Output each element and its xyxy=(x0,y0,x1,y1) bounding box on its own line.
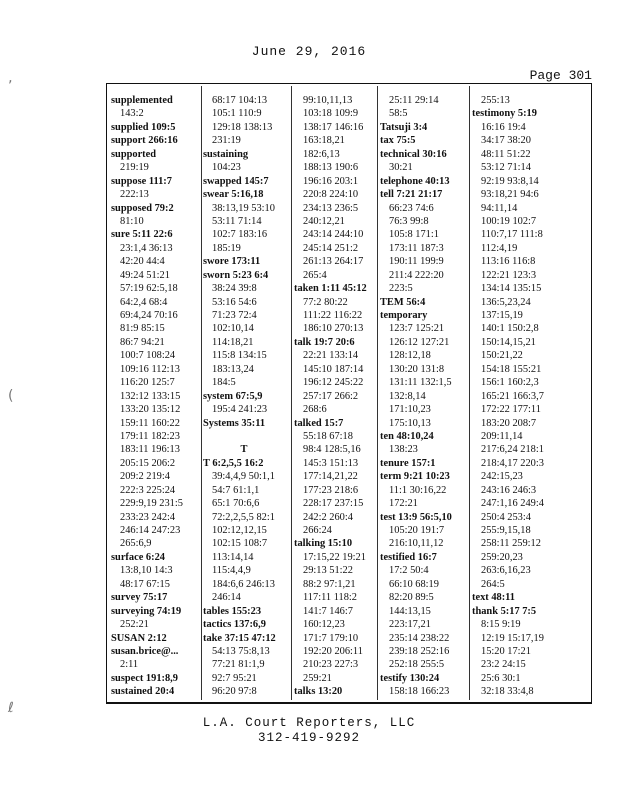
index-entry: ten 48:10,24 xyxy=(380,430,434,442)
index-reference: 265:6,9 xyxy=(120,538,152,550)
index-entry: text 48:11 xyxy=(472,592,515,604)
page-number: Page 301 xyxy=(529,68,592,83)
index-reference: 259:20,23 xyxy=(481,551,523,563)
index-entry: tables 155:23 xyxy=(203,605,262,617)
index-entry: supplemented xyxy=(111,95,173,106)
index-reference: 76:3 99:8 xyxy=(389,215,429,227)
word-index-frame xyxy=(106,83,592,704)
index-reference: 179:11 182:23 xyxy=(120,430,180,442)
index-reference: 264:5 xyxy=(481,578,505,590)
index-reference: 38:24 39:8 xyxy=(212,283,257,295)
index-entry: sustained 20:4 xyxy=(111,686,175,698)
index-reference: 239:18 252:16 xyxy=(389,645,450,657)
index-reference: 132:12 133:15 xyxy=(120,390,181,402)
index-reference: 69:4,24 70:16 xyxy=(120,310,178,321)
index-column-2 xyxy=(203,94,295,699)
index-reference: 58:5 xyxy=(389,108,408,120)
index-entry: system 67:5,9 xyxy=(203,390,263,402)
index-reference: 182:6,13 xyxy=(303,148,340,160)
index-entry: telephone 40:13 xyxy=(380,175,450,187)
index-reference: 117:11 118:2 xyxy=(303,592,357,604)
index-reference: 32:18 33:4,8 xyxy=(481,686,534,698)
index-reference: 140:1 150:2,8 xyxy=(481,323,539,335)
index-reference: 257:17 266:2 xyxy=(303,390,359,402)
index-reference: 263:6,16,23 xyxy=(481,565,531,577)
index-reference: 53:11 71:14 xyxy=(212,215,262,227)
index-reference: 16:16 19:4 xyxy=(481,121,526,133)
index-reference: 77:21 81:1,9 xyxy=(212,659,265,671)
index-reference: 115:4,4,9 xyxy=(212,565,251,577)
index-reference: 57:19 62:5,18 xyxy=(120,283,178,295)
index-entry: support 266:16 xyxy=(111,135,178,147)
index-reference: 92:7 95:21 xyxy=(212,672,257,684)
index-reference: 48:11 51:22 xyxy=(481,148,531,160)
index-reference: 165:21 166:3,7 xyxy=(481,390,544,402)
index-reference: 11:1 30:16,22 xyxy=(389,484,447,496)
index-reference: 23:1,4 36:13 xyxy=(120,242,173,254)
index-entry: sure 5:11 22:6 xyxy=(111,229,173,241)
index-entry: suspect 191:8,9 xyxy=(111,672,178,684)
index-reference: 34:17 38:20 xyxy=(481,135,531,147)
index-entry: suppose 111:7 xyxy=(111,175,172,187)
index-reference: 42:20 44:4 xyxy=(120,256,165,268)
index-reference: 86:7 94:21 xyxy=(120,336,165,348)
index-reference: 66:23 74:6 xyxy=(389,202,434,214)
index-reference: 185:19 xyxy=(212,242,241,254)
index-reference: 186:10 270:13 xyxy=(303,323,364,335)
index-reference: 30:21 xyxy=(389,162,413,174)
index-entry: take 37:15 47:12 xyxy=(203,632,276,644)
index-reference: 177:23 218:6 xyxy=(303,484,359,496)
index-reference: 143:2 xyxy=(120,108,144,120)
margin-mark: ℓ xyxy=(8,700,14,716)
index-reference: 242:15,23 xyxy=(481,471,523,483)
index-reference: 150:21,22 xyxy=(481,350,523,362)
index-entry: Systems 35:11 xyxy=(203,417,266,429)
index-reference: 130:20 131:8 xyxy=(389,363,445,375)
index-reference: 114:18,21 xyxy=(212,336,254,348)
index-reference: 172:22 177:11 xyxy=(481,404,541,416)
index-entry: tell 7:21 21:17 xyxy=(380,189,443,201)
index-reference: 218:4,17 220:3 xyxy=(481,457,544,469)
index-reference: 12:19 15:17,19 xyxy=(481,632,544,644)
index-reference: 55:18 67:18 xyxy=(303,430,353,442)
index-reference: 15:20 17:21 xyxy=(481,645,531,657)
index-reference: 229:9,19 231:5 xyxy=(120,498,183,510)
index-entry: talked 15:7 xyxy=(294,417,344,429)
index-reference: 137:15,19 xyxy=(481,310,523,321)
index-entry: sworn 5:23 6:4 xyxy=(203,269,269,281)
index-entry: temporary xyxy=(380,310,428,321)
index-reference: 228:17 237:15 xyxy=(303,498,364,510)
margin-mark: ( xyxy=(8,388,14,404)
index-reference: 258:11 259:12 xyxy=(481,538,541,550)
index-reference: 25:6 30:1 xyxy=(481,672,521,684)
index-reference: 102:7 183:16 xyxy=(212,229,268,241)
index-reference: 94:11,14 xyxy=(481,202,518,214)
footer-phone: 312-419-9292 xyxy=(257,731,360,745)
index-reference: 54:13 75:8,13 xyxy=(212,645,270,657)
index-reference: 111:22 116:22 xyxy=(303,310,363,321)
index-reference: 102:15 108:7 xyxy=(212,538,268,550)
index-entry: technical 30:16 xyxy=(380,148,447,160)
index-reference: 177:14,21,22 xyxy=(303,471,358,483)
index-reference: 246:14 xyxy=(212,592,241,604)
index-reference: 13:8,10 14:3 xyxy=(120,565,173,577)
index-reference: 192:20 206:11 xyxy=(303,645,363,657)
index-entry: T 6:2,5,5 16:2 xyxy=(203,457,264,469)
index-reference: 53:12 71:14 xyxy=(481,162,531,174)
index-entry: tactics 137:6,9 xyxy=(203,619,266,631)
index-reference: 243:16 246:3 xyxy=(481,484,537,496)
index-reference: 209:2 219:4 xyxy=(120,471,170,483)
index-entry: tax 75:5 xyxy=(380,135,416,147)
index-reference: 247:1,16 249:4 xyxy=(481,498,544,510)
section-letter: T xyxy=(240,444,248,456)
index-entry: supported xyxy=(111,148,157,160)
index-reference: 246:14 247:23 xyxy=(120,525,181,536)
index-reference: 29:13 51:22 xyxy=(303,565,353,577)
index-entry: swore 173:11 xyxy=(203,256,261,268)
index-entry: Tatsuji 3:4 xyxy=(380,121,428,133)
index-reference: 138:23 xyxy=(389,444,418,456)
index-column-5 xyxy=(472,94,564,699)
index-reference: 171:10,23 xyxy=(389,404,431,416)
index-reference: 82:20 89:5 xyxy=(389,592,434,604)
index-entry: survey 75:17 xyxy=(111,592,168,604)
index-reference: 184:6,6 246:13 xyxy=(212,578,275,590)
index-reference: 109:16 112:13 xyxy=(120,363,180,375)
index-reference: 150:14,15,21 xyxy=(481,336,536,348)
index-reference: 2:11 xyxy=(120,659,139,671)
index-reference: 175:10,13 xyxy=(389,417,431,429)
footer-company: L.A. Court Reporters, LLC xyxy=(202,716,416,730)
index-reference: 158:18 166:23 xyxy=(389,686,450,698)
index-reference: 235:14 238:22 xyxy=(389,632,450,644)
index-reference: 122:21 123:3 xyxy=(481,269,537,281)
index-reference: 134:14 135:15 xyxy=(481,283,542,295)
index-reference: 72:2,2,5,5 82:1 xyxy=(212,511,275,523)
index-reference: 154:18 155:21 xyxy=(481,363,542,375)
index-reference: 64:2,4 68:4 xyxy=(120,296,168,308)
index-entry: supposed 79:2 xyxy=(111,202,174,214)
index-entry: surveying 74:19 xyxy=(111,605,182,617)
index-reference: 205:15 206:2 xyxy=(120,457,176,469)
index-reference: 81:10 xyxy=(120,215,144,227)
margin-mark: ‚ xyxy=(8,70,13,86)
index-reference: 217:6,24 218:1 xyxy=(481,444,544,456)
index-reference: 255:13 xyxy=(481,95,510,106)
index-entry: surface 6:24 xyxy=(111,551,165,563)
index-reference: 99:10,11,13 xyxy=(303,95,353,106)
index-reference: 220:8 224:10 xyxy=(303,189,359,201)
index-reference: 233:23 242:4 xyxy=(120,511,176,523)
index-reference: 266:24 xyxy=(303,525,332,536)
index-entry: swapped 145:7 xyxy=(203,175,269,187)
index-entry: sustaining xyxy=(203,148,249,160)
index-reference: 219:19 xyxy=(120,162,149,174)
index-reference: 92:19 93:8,14 xyxy=(481,175,539,187)
index-reference: 100:7 108:24 xyxy=(120,350,176,362)
index-entry: test 13:9 56:5,10 xyxy=(380,511,452,523)
index-reference: 105:1 110:9 xyxy=(212,108,262,120)
index-entry: testimony 5:19 xyxy=(472,108,537,120)
index-reference: 145:10 187:14 xyxy=(303,363,364,375)
index-entry: tenure 157:1 xyxy=(380,457,436,469)
index-entry: swear 5:16,18 xyxy=(203,189,264,201)
index-reference: 252:18 255:5 xyxy=(389,659,445,671)
index-reference: 242:2 260:4 xyxy=(303,511,353,523)
index-reference: 88:2 97:1,21 xyxy=(303,578,356,590)
index-reference: 113:14,14 xyxy=(212,551,254,563)
index-reference: 234:13 236:5 xyxy=(303,202,359,214)
index-reference: 116:20 125:7 xyxy=(120,377,175,389)
index-reference: 211:4 222:20 xyxy=(389,269,444,281)
index-reference: 184:5 xyxy=(212,377,236,389)
index-reference: 160:12,23 xyxy=(303,619,345,631)
index-reference: 113:16 116:8 xyxy=(481,256,536,268)
index-reference: 8:15 9:19 xyxy=(481,619,521,631)
index-entry: thank 5:17 7:5 xyxy=(472,605,537,617)
index-reference: 53:16 54:6 xyxy=(212,296,257,308)
index-entry: TEM 56:4 xyxy=(380,296,426,308)
index-entry: talk 19:7 20:6 xyxy=(294,336,355,348)
index-reference: 222:3 225:24 xyxy=(120,484,176,496)
index-reference: 196:16 203:1 xyxy=(303,175,359,187)
index-entry: taken 1:11 45:12 xyxy=(294,283,367,295)
index-reference: 172:21 xyxy=(389,498,418,510)
index-reference: 23:2 24:15 xyxy=(481,659,526,671)
index-entry: testify 130:24 xyxy=(380,672,440,684)
index-reference: 39:4,4,9 50:1,1 xyxy=(212,471,275,483)
index-entry: term 9:21 10:23 xyxy=(380,471,450,483)
index-column-1 xyxy=(111,94,203,699)
header-date: June 29, 2016 xyxy=(251,44,367,59)
index-reference: 38:13,19 53:10 xyxy=(212,202,275,214)
index-reference: 65:1 70:6,6 xyxy=(212,498,260,510)
index-reference: 103:18 109:9 xyxy=(303,108,359,120)
index-reference: 223:17,21 xyxy=(389,619,431,631)
index-reference: 104:23 xyxy=(212,162,241,174)
index-reference: 102:12,12,15 xyxy=(212,525,267,536)
index-reference: 133:20 135:12 xyxy=(120,404,181,416)
index-entry: supplied 109:5 xyxy=(111,121,176,133)
index-reference: 245:14 251:2 xyxy=(303,242,359,254)
index-reference: 132:8,14 xyxy=(389,390,426,402)
index-reference: 138:17 146:16 xyxy=(303,121,364,133)
index-reference: 49:24 51:21 xyxy=(120,269,170,281)
index-reference: 100:19 102:7 xyxy=(481,215,537,227)
index-reference: 240:12,21 xyxy=(303,215,345,227)
index-entry: testified 16:7 xyxy=(380,551,437,563)
index-reference: 112:4,19 xyxy=(481,242,518,254)
index-reference: 128:12,18 xyxy=(389,350,431,362)
index-reference: 115:8 134:15 xyxy=(212,350,267,362)
index-reference: 259:21 xyxy=(303,672,332,684)
index-reference: 163:18,21 xyxy=(303,135,345,147)
index-reference: 188:13 190:6 xyxy=(303,162,359,174)
index-reference: 126:12 127:21 xyxy=(389,336,450,348)
index-reference: 105:20 191:7 xyxy=(389,525,445,536)
index-entry: talks 13:20 xyxy=(294,686,343,698)
index-reference: 54:7 61:1,1 xyxy=(212,484,260,496)
index-reference: 77:2 80:22 xyxy=(303,296,348,308)
index-reference: 123:7 125:21 xyxy=(389,323,445,335)
index-reference: 22:21 133:14 xyxy=(303,350,359,362)
index-entry: susan.brice@... xyxy=(111,645,179,657)
index-reference: 171:7 179:10 xyxy=(303,632,359,644)
index-reference: 71:23 72:4 xyxy=(212,310,257,321)
index-reference: 195:4 241:23 xyxy=(212,404,268,416)
index-reference: 25:11 29:14 xyxy=(389,95,439,106)
index-reference: 265:4 xyxy=(303,269,327,281)
index-reference: 141:7 146:7 xyxy=(303,605,353,617)
index-reference: 209:11,14 xyxy=(481,430,523,442)
index-reference: 210:23 227:3 xyxy=(303,659,359,671)
index-reference: 156:1 160:2,3 xyxy=(481,377,539,389)
index-reference: 231:19 xyxy=(212,135,241,147)
index-reference: 136:5,23,24 xyxy=(481,296,531,308)
index-reference: 243:14 244:10 xyxy=(303,229,364,241)
index-reference: 173:11 187:3 xyxy=(389,242,444,254)
index-entry: talking 15:10 xyxy=(294,538,353,550)
index-reference: 222:13 xyxy=(120,189,149,201)
index-reference: 66:10 68:19 xyxy=(389,578,439,590)
index-reference: 96:20 97:8 xyxy=(212,686,257,698)
index-reference: 81:9 85:15 xyxy=(120,323,165,335)
index-reference: 223:5 xyxy=(389,283,413,295)
index-reference: 255:9,15,18 xyxy=(481,525,531,536)
index-entry: SUSAN 2:12 xyxy=(111,632,167,644)
index-reference: 183:11 196:13 xyxy=(120,444,180,456)
index-reference: 268:6 xyxy=(303,404,327,416)
index-reference: 261:13 264:17 xyxy=(303,256,364,268)
index-reference: 252:21 xyxy=(120,619,149,631)
index-reference: 183:20 208:7 xyxy=(481,417,537,429)
index-reference: 183:13,24 xyxy=(212,363,254,375)
index-column-3 xyxy=(294,94,386,699)
index-reference: 145:3 151:13 xyxy=(303,457,359,469)
index-column-4 xyxy=(380,94,472,699)
index-reference: 196:12 245:22 xyxy=(303,377,364,389)
index-reference: 190:11 199:9 xyxy=(389,256,444,268)
index-reference: 105:8 171:1 xyxy=(389,229,439,241)
index-reference: 131:11 132:1,5 xyxy=(389,377,452,389)
index-reference: 17:15,22 19:21 xyxy=(303,551,366,563)
index-reference: 250:4 253:4 xyxy=(481,511,531,523)
index-reference: 129:18 138:13 xyxy=(212,121,273,133)
index-reference: 216:10,11,12 xyxy=(389,538,444,550)
index-reference: 102:10,14 xyxy=(212,323,254,335)
index-reference: 48:17 67:15 xyxy=(120,578,170,590)
index-reference: 110:7,17 111:8 xyxy=(481,229,543,241)
index-reference: 68:17 104:13 xyxy=(212,95,268,106)
index-reference xyxy=(203,430,295,443)
index-reference: 17:2 50:4 xyxy=(389,565,429,577)
index-reference: 159:11 160:22 xyxy=(120,417,180,429)
index-reference: 93:18,21 94:6 xyxy=(481,189,539,201)
index-reference: 98:4 128:5,16 xyxy=(303,444,361,456)
index-reference: 144:13,15 xyxy=(389,605,431,617)
